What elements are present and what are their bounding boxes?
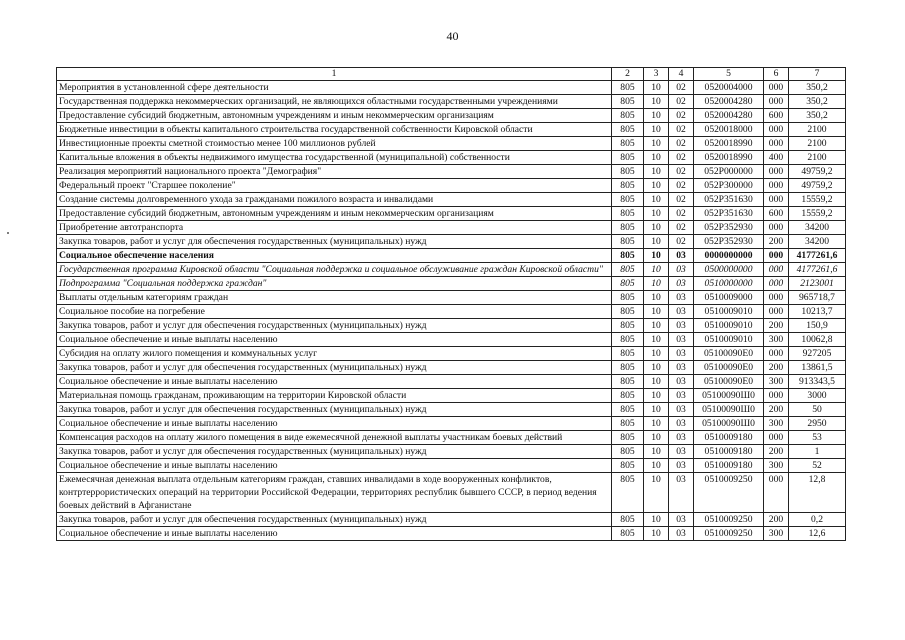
col-3-cell: 10: [644, 249, 669, 263]
col-2-cell: 805: [612, 417, 644, 431]
item-name-cell: Бюджетные инвестиции в объекты капитального строительства государственной собственности Кировской области: [57, 123, 612, 137]
col-6-cell: 200: [764, 403, 789, 417]
col-7-cell: 150,9: [789, 319, 846, 333]
col-2-cell: 805: [612, 137, 644, 151]
table-row: [57, 527, 846, 541]
col-3-cell: 10: [644, 207, 669, 221]
table-row: [57, 459, 846, 473]
col-5-cell: 0510009010: [694, 333, 764, 347]
col-7-cell: 4177261,6: [789, 263, 846, 277]
col-7-cell: 1: [789, 445, 846, 459]
col-3-cell: 10: [644, 361, 669, 375]
col-4-cell: 03: [669, 291, 694, 305]
col-5-cell: 052P352930: [694, 235, 764, 249]
col-6-cell: 200: [764, 513, 789, 527]
col-4-cell: 03: [669, 333, 694, 347]
scan-speck: [7, 232, 9, 234]
col-4-cell: 03: [669, 361, 694, 375]
col-3-cell: 10: [644, 277, 669, 291]
col-6-cell: 000: [764, 389, 789, 403]
col-3-cell: 10: [644, 527, 669, 541]
col-3-cell: 10: [644, 431, 669, 445]
col-2-cell: 805: [612, 277, 644, 291]
table-row: [57, 361, 846, 375]
item-name-cell: Выплаты отдельным категориям граждан: [57, 291, 612, 305]
col-6-cell: 300: [764, 333, 789, 347]
col-7-cell: 350,2: [789, 81, 846, 95]
col-6-cell: 000: [764, 221, 789, 235]
col-7-cell: 34200: [789, 221, 846, 235]
table-row: [57, 207, 846, 221]
table-row: [57, 193, 846, 207]
col-2-cell: 805: [612, 513, 644, 527]
item-name-cell: Закупка товаров, работ и услуг для обеспечения государственных (муниципальных) нужд: [57, 513, 612, 527]
table-row: [57, 165, 846, 179]
page-number: 40: [446, 29, 459, 43]
column-header: 1: [57, 68, 612, 81]
col-5-cell: 052P300000: [694, 179, 764, 193]
table-row: [57, 403, 846, 417]
col-6-cell: 600: [764, 109, 789, 123]
table-row: [57, 513, 846, 527]
col-7-cell: 2100: [789, 151, 846, 165]
item-name-cell: Социальное обеспечение населения: [57, 249, 612, 263]
col-4-cell: 03: [669, 527, 694, 541]
col-6-cell: 000: [764, 347, 789, 361]
col-5-cell: 05100090E0: [694, 347, 764, 361]
col-4-cell: 02: [669, 235, 694, 249]
col-5-cell: 0510009250: [694, 513, 764, 527]
col-4-cell: 02: [669, 123, 694, 137]
col-5-cell: 0510009010: [694, 305, 764, 319]
item-name-cell: Закупка товаров, работ и услуг для обеспечения государственных (муниципальных) нужд: [57, 445, 612, 459]
col-6-cell: 300: [764, 375, 789, 389]
col-5-cell: 0520004000: [694, 81, 764, 95]
col-2-cell: 805: [612, 193, 644, 207]
col-3-cell: 10: [644, 473, 669, 513]
col-6-cell: 200: [764, 445, 789, 459]
item-name-cell: Компенсация расходов на оплату жилого помещения в виде ежемесячной денежной выплаты участникам боевых действий: [57, 431, 612, 445]
item-name-cell: Закупка товаров, работ и услуг для обеспечения государственных (муниципальных) нужд: [57, 361, 612, 375]
col-4-cell: 03: [669, 389, 694, 403]
table-row: [57, 375, 846, 389]
col-7-cell: 49759,2: [789, 165, 846, 179]
table-row: [57, 151, 846, 165]
item-name-cell: Федеральный проект "Старшее поколение": [57, 179, 612, 193]
col-6-cell: 000: [764, 305, 789, 319]
col-6-cell: 400: [764, 151, 789, 165]
col-3-cell: 10: [644, 95, 669, 109]
col-2-cell: 805: [612, 291, 644, 305]
col-7-cell: 13861,5: [789, 361, 846, 375]
col-5-cell: 0000000000: [694, 249, 764, 263]
item-name-cell: Субсидия на оплату жилого помещения и коммунальных услуг: [57, 347, 612, 361]
item-name-cell: Капитальные вложения в объекты недвижимого имущества государственной (муниципальной) собственности: [57, 151, 612, 165]
item-name-cell: Ежемесячная денежная выплата отдельным категориям граждан, ставших инвалидами в ходе вооруженных конфликтов, контртеррористических операций на территории Российской Федерации, территориях республик бывшего СССР, в период ведения боевых действий в Афганистане: [57, 473, 612, 513]
col-6-cell: 000: [764, 193, 789, 207]
table-row: [57, 95, 846, 109]
col-6-cell: 000: [764, 137, 789, 151]
col-7-cell: 10062,8: [789, 333, 846, 347]
col-6-cell: 600: [764, 207, 789, 221]
col-4-cell: 03: [669, 403, 694, 417]
col-7-cell: 49759,2: [789, 179, 846, 193]
col-4-cell: 03: [669, 431, 694, 445]
item-name-cell: Закупка товаров, работ и услуг для обеспечения государственных (муниципальных) нужд: [57, 319, 612, 333]
col-4-cell: 02: [669, 179, 694, 193]
col-3-cell: 10: [644, 263, 669, 277]
col-7-cell: 53: [789, 431, 846, 445]
table-row: [57, 431, 846, 445]
col-6-cell: 000: [764, 473, 789, 513]
col-5-cell: 0510009250: [694, 473, 764, 513]
col-4-cell: 02: [669, 137, 694, 151]
col-7-cell: 2123001: [789, 277, 846, 291]
col-6-cell: 000: [764, 277, 789, 291]
col-4-cell: 03: [669, 347, 694, 361]
col-2-cell: 805: [612, 431, 644, 445]
item-name-cell: Социальное обеспечение и иные выплаты населению: [57, 417, 612, 431]
item-name-cell: Создание системы долговременного ухода за гражданами пожилого возраста и инвалидами: [57, 193, 612, 207]
col-7-cell: 350,2: [789, 95, 846, 109]
item-name-cell: Закупка товаров, работ и услуг для обеспечения государственных (муниципальных) нужд: [57, 235, 612, 249]
header-row: [57, 68, 846, 81]
col-2-cell: 805: [612, 151, 644, 165]
col-2-cell: 805: [612, 221, 644, 235]
col-6-cell: 000: [764, 291, 789, 305]
col-3-cell: 10: [644, 445, 669, 459]
col-5-cell: 0510009000: [694, 291, 764, 305]
col-5-cell: 0510009180: [694, 459, 764, 473]
col-7-cell: 2100: [789, 137, 846, 151]
item-name-cell: Подпрограмма "Социальная поддержка граждан": [57, 277, 612, 291]
table-row: [57, 277, 846, 291]
col-3-cell: 10: [644, 333, 669, 347]
table-row: [57, 473, 846, 513]
col-4-cell: 03: [669, 445, 694, 459]
item-name-cell: Государственная программа Кировской области "Социальная поддержка и социальное обслуживание граждан Кировской области": [57, 263, 612, 277]
col-3-cell: 10: [644, 193, 669, 207]
col-2-cell: 805: [612, 375, 644, 389]
col-5-cell: 0520018000: [694, 123, 764, 137]
column-header: 6: [764, 68, 789, 81]
col-3-cell: 10: [644, 81, 669, 95]
col-2-cell: 805: [612, 109, 644, 123]
item-name-cell: Реализация мероприятий национального проекта "Демография": [57, 165, 612, 179]
table-row: [57, 235, 846, 249]
table-row: [57, 389, 846, 403]
col-3-cell: 10: [644, 165, 669, 179]
col-5-cell: 0520018990: [694, 151, 764, 165]
col-5-cell: 052P000000: [694, 165, 764, 179]
col-7-cell: 50: [789, 403, 846, 417]
column-header: 4: [669, 68, 694, 81]
col-4-cell: 03: [669, 305, 694, 319]
col-2-cell: 805: [612, 235, 644, 249]
col-7-cell: 0,2: [789, 513, 846, 527]
table-row: [57, 109, 846, 123]
col-2-cell: 805: [612, 263, 644, 277]
col-5-cell: 052P352930: [694, 221, 764, 235]
col-7-cell: 10213,7: [789, 305, 846, 319]
col-3-cell: 10: [644, 179, 669, 193]
col-3-cell: 10: [644, 417, 669, 431]
col-4-cell: 03: [669, 249, 694, 263]
col-2-cell: 805: [612, 305, 644, 319]
col-7-cell: 2950: [789, 417, 846, 431]
col-5-cell: 0520018990: [694, 137, 764, 151]
col-6-cell: 000: [764, 123, 789, 137]
col-6-cell: 000: [764, 431, 789, 445]
col-4-cell: 02: [669, 109, 694, 123]
item-name-cell: Социальное обеспечение и иные выплаты населению: [57, 527, 612, 541]
col-6-cell: 200: [764, 319, 789, 333]
col-2-cell: 805: [612, 165, 644, 179]
col-7-cell: 4177261,6: [789, 249, 846, 263]
col-3-cell: 10: [644, 513, 669, 527]
col-4-cell: 02: [669, 81, 694, 95]
col-2-cell: 805: [612, 473, 644, 513]
table-row: [57, 123, 846, 137]
column-header: 5: [694, 68, 764, 81]
table-row: [57, 137, 846, 151]
col-2-cell: 805: [612, 347, 644, 361]
col-3-cell: 10: [644, 291, 669, 305]
table-row: [57, 319, 846, 333]
item-name-cell: Инвестиционные проекты сметной стоимостью менее 100 миллионов рублей: [57, 137, 612, 151]
col-4-cell: 03: [669, 319, 694, 333]
col-7-cell: 913343,5: [789, 375, 846, 389]
col-3-cell: 10: [644, 375, 669, 389]
col-2-cell: 805: [612, 527, 644, 541]
col-6-cell: 200: [764, 361, 789, 375]
col-6-cell: 300: [764, 527, 789, 541]
col-5-cell: 0510009010: [694, 319, 764, 333]
col-6-cell: 000: [764, 165, 789, 179]
col-4-cell: 03: [669, 375, 694, 389]
col-7-cell: 12,6: [789, 527, 846, 541]
col-3-cell: 10: [644, 221, 669, 235]
item-name-cell: Государственная поддержка некоммерческих организаций, не являющихся областными государственными учреждениями: [57, 95, 612, 109]
col-6-cell: 000: [764, 263, 789, 277]
col-5-cell: 05100090E0: [694, 375, 764, 389]
col-5-cell: 05100090Ш0: [694, 389, 764, 403]
col-4-cell: 03: [669, 459, 694, 473]
item-name-cell: Предоставление субсидий бюджетным, автономным учреждениям и иным некоммерческим организациям: [57, 109, 612, 123]
col-6-cell: 000: [764, 179, 789, 193]
col-4-cell: 03: [669, 263, 694, 277]
table-row: [57, 305, 846, 319]
col-4-cell: 02: [669, 95, 694, 109]
col-3-cell: 10: [644, 109, 669, 123]
column-header: 7: [789, 68, 846, 81]
col-2-cell: 805: [612, 249, 644, 263]
col-5-cell: 05100090Ш0: [694, 403, 764, 417]
table-row: [57, 81, 846, 95]
col-5-cell: 0510009180: [694, 431, 764, 445]
col-6-cell: 200: [764, 235, 789, 249]
col-4-cell: 02: [669, 207, 694, 221]
table-row: [57, 249, 846, 263]
col-6-cell: 000: [764, 249, 789, 263]
col-5-cell: 0500000000: [694, 263, 764, 277]
col-4-cell: 02: [669, 151, 694, 165]
col-7-cell: 965718,7: [789, 291, 846, 305]
col-5-cell: 0520004280: [694, 109, 764, 123]
col-2-cell: 805: [612, 403, 644, 417]
col-4-cell: 03: [669, 417, 694, 431]
item-name-cell: Социальное обеспечение и иные выплаты населению: [57, 459, 612, 473]
col-5-cell: 05100090Ш0: [694, 417, 764, 431]
col-6-cell: 000: [764, 81, 789, 95]
col-5-cell: 052P351630: [694, 193, 764, 207]
table-row: [57, 417, 846, 431]
col-4-cell: 03: [669, 277, 694, 291]
table-row: [57, 263, 846, 277]
col-5-cell: 05100090E0: [694, 361, 764, 375]
item-name-cell: Социальное обеспечение и иные выплаты населению: [57, 375, 612, 389]
item-name-cell: Закупка товаров, работ и услуг для обеспечения государственных (муниципальных) нужд: [57, 403, 612, 417]
col-4-cell: 02: [669, 165, 694, 179]
col-2-cell: 805: [612, 361, 644, 375]
col-4-cell: 03: [669, 473, 694, 513]
item-name-cell: Мероприятия в установленной сфере деятельности: [57, 81, 612, 95]
col-2-cell: 805: [612, 179, 644, 193]
col-4-cell: 02: [669, 221, 694, 235]
col-7-cell: 350,2: [789, 109, 846, 123]
col-7-cell: 15559,2: [789, 207, 846, 221]
col-2-cell: 805: [612, 207, 644, 221]
item-name-cell: Материальная помощь гражданам, проживающим на территории Кировской области: [57, 389, 612, 403]
col-3-cell: 10: [644, 403, 669, 417]
table-row: [57, 333, 846, 347]
col-7-cell: 52: [789, 459, 846, 473]
col-6-cell: 300: [764, 417, 789, 431]
col-5-cell: 0520004280: [694, 95, 764, 109]
col-2-cell: 805: [612, 459, 644, 473]
table-row: [57, 221, 846, 235]
table-row: [57, 291, 846, 305]
col-3-cell: 10: [644, 319, 669, 333]
col-4-cell: 02: [669, 193, 694, 207]
budget-table: [56, 67, 846, 541]
col-5-cell: 0510000000: [694, 277, 764, 291]
item-name-cell: Приобретение автотранспорта: [57, 221, 612, 235]
col-3-cell: 10: [644, 123, 669, 137]
table-row: [57, 179, 846, 193]
table-row: [57, 347, 846, 361]
col-3-cell: 10: [644, 305, 669, 319]
col-3-cell: 10: [644, 459, 669, 473]
col-7-cell: 15559,2: [789, 193, 846, 207]
col-3-cell: 10: [644, 137, 669, 151]
col-7-cell: 927205: [789, 347, 846, 361]
col-5-cell: 052P351630: [694, 207, 764, 221]
col-7-cell: 3000: [789, 389, 846, 403]
col-7-cell: 12,8: [789, 473, 846, 513]
col-2-cell: 805: [612, 389, 644, 403]
col-7-cell: 2100: [789, 123, 846, 137]
table-row: [57, 445, 846, 459]
col-6-cell: 000: [764, 95, 789, 109]
col-2-cell: 805: [612, 81, 644, 95]
col-4-cell: 03: [669, 513, 694, 527]
col-2-cell: 805: [612, 95, 644, 109]
col-6-cell: 300: [764, 459, 789, 473]
item-name-cell: Социальное пособие на погребение: [57, 305, 612, 319]
item-name-cell: Предоставление субсидий бюджетным, автономным учреждениям и иным некоммерческим организациям: [57, 207, 612, 221]
column-header: 3: [644, 68, 669, 81]
col-3-cell: 10: [644, 151, 669, 165]
item-name-cell: Социальное обеспечение и иные выплаты населению: [57, 333, 612, 347]
col-7-cell: 34200: [789, 235, 846, 249]
col-2-cell: 805: [612, 319, 644, 333]
col-5-cell: 0510009250: [694, 527, 764, 541]
column-header: 2: [612, 68, 644, 81]
col-3-cell: 10: [644, 347, 669, 361]
col-5-cell: 0510009180: [694, 445, 764, 459]
col-3-cell: 10: [644, 235, 669, 249]
col-3-cell: 10: [644, 389, 669, 403]
col-2-cell: 805: [612, 445, 644, 459]
col-2-cell: 805: [612, 123, 644, 137]
col-2-cell: 805: [612, 333, 644, 347]
